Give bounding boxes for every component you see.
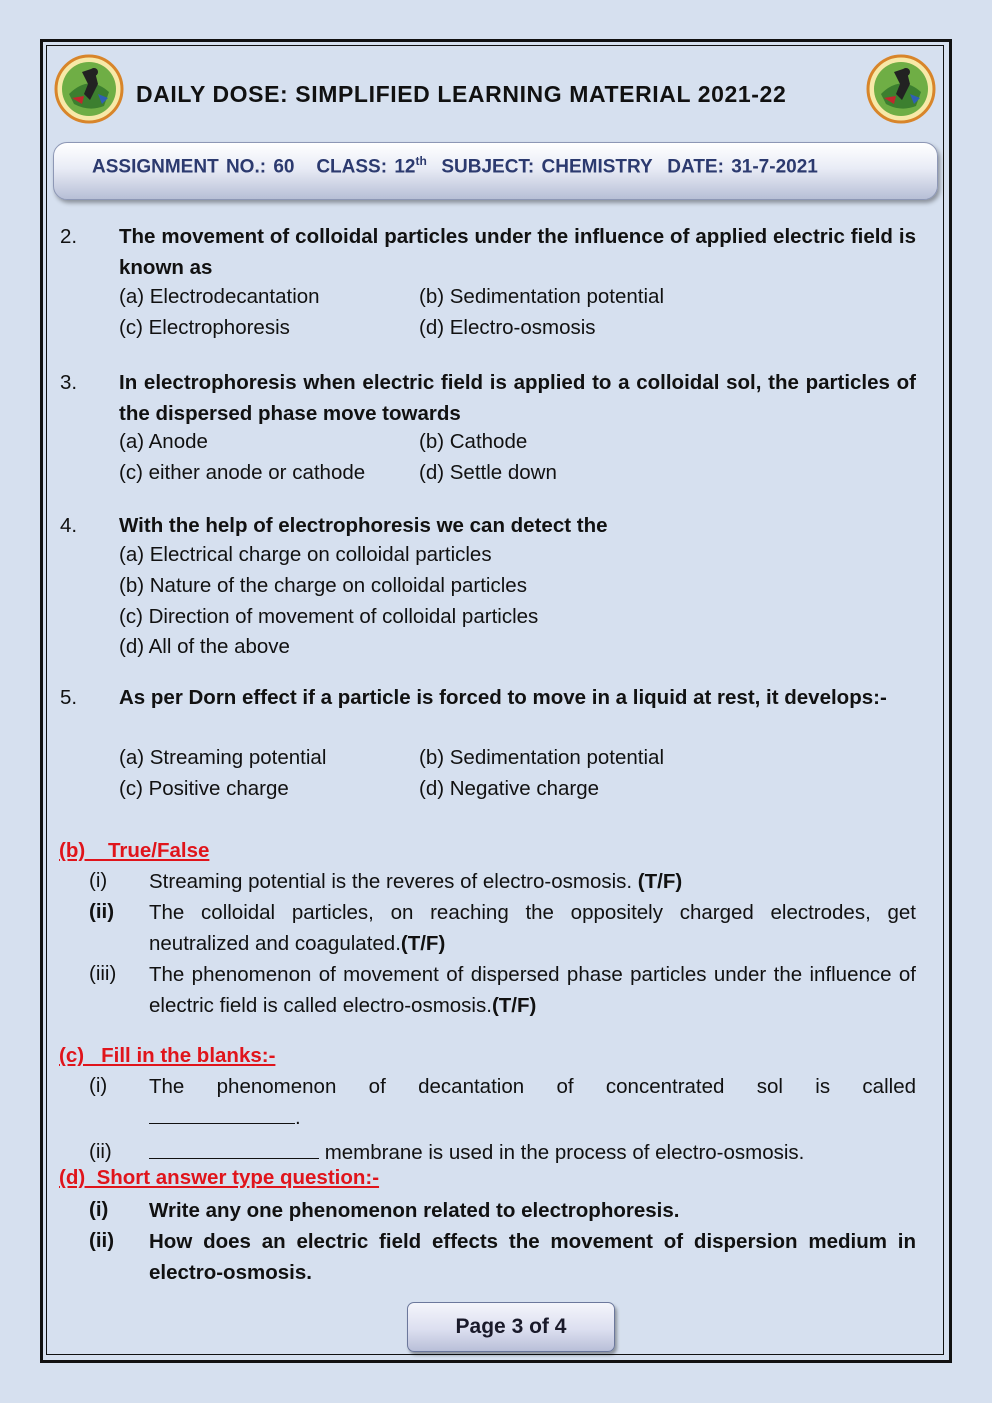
item-suffix: . xyxy=(295,1106,301,1129)
short-answer-item-2: How does an electric field effects the movement of dispersion medium in electro-osmosis. xyxy=(149,1230,916,1284)
assignment-number: ASSIGNMENT NO.: 60 xyxy=(92,156,295,178)
tf-tag: (T/F) xyxy=(637,870,683,893)
assignment-info xyxy=(92,154,818,178)
true-false-item-2 xyxy=(149,897,916,959)
item-number: (i) xyxy=(89,869,108,892)
school-logo-right xyxy=(866,54,936,124)
item-number: (ii) xyxy=(89,900,115,923)
option-d: (d) Negative charge xyxy=(419,777,600,800)
question-number: 4. xyxy=(60,514,78,537)
section-heading-true-false: (b) True/False xyxy=(59,839,210,862)
option-d: (d) Settle down xyxy=(419,461,557,484)
item-text: Streaming potential is the reveres of electro-osmosis. xyxy=(149,870,638,893)
item-number: (ii) xyxy=(89,1140,112,1163)
option-c: (c) Direction of movement of colloidal particles xyxy=(119,605,539,628)
item-number: (ii) xyxy=(89,1229,115,1252)
question-text: The movement of colloidal particles under the influence of applied electric field is known as xyxy=(119,225,916,279)
option-c: (c) Electrophoresis xyxy=(119,316,290,339)
question-text: As per Dorn effect if a particle is forced to move in a liquid at rest, it develops:- xyxy=(119,686,887,709)
item-text: The phenomenon of movement of dispersed phase particles under the influence of electric field is called electro-osmosis. xyxy=(149,963,916,1017)
question-text: With the help of electrophoresis we can detect the xyxy=(119,514,608,537)
fill-blank-item-1: The phenomenon of decantation of concentrated sol is called xyxy=(149,1075,916,1098)
blank-line xyxy=(149,1103,295,1124)
true-false-item-3 xyxy=(149,959,916,1021)
item-number: (i) xyxy=(89,1074,108,1097)
option-d: (d) All of the above xyxy=(119,635,290,658)
option-a: (a) Streaming potential xyxy=(119,746,327,769)
option-b: (b) Cathode xyxy=(419,430,528,453)
item-number: (i) xyxy=(89,1198,109,1221)
question-text: In electrophoresis when electric field is applied to a colloidal sol, the particles of the dispersed phase move towards xyxy=(119,371,916,425)
page-indicator: Page 3 of 4 xyxy=(407,1302,615,1352)
option-a: (a) Anode xyxy=(119,430,208,453)
tf-tag: (T/F) xyxy=(491,994,537,1017)
date-label: DATE: 31-7-2021 xyxy=(667,156,818,178)
option-b: (b) Nature of the charge on colloidal particles xyxy=(119,574,527,597)
item-number: (iii) xyxy=(89,962,117,985)
section-heading-fill-blanks: (c) Fill in the blanks:- xyxy=(59,1044,276,1067)
item-text: membrane is used in the process of electro-osmosis. xyxy=(319,1141,805,1164)
school-logo-left xyxy=(54,54,124,124)
blank-line xyxy=(149,1138,319,1159)
option-a: (a) Electrical charge on colloidal particles xyxy=(119,543,492,566)
page-title: DAILY DOSE: SIMPLIFIED LEARNING MATERIAL 2021-22 xyxy=(136,81,787,107)
fill-blank-item-2 xyxy=(149,1137,916,1168)
option-b: (b) Sedimentation potential xyxy=(419,285,665,308)
option-a: (a) Electrodecantation xyxy=(119,285,320,308)
short-answer-item-1: Write any one phenomenon related to electrophoresis. xyxy=(149,1199,680,1222)
class-label: CLASS: 12 xyxy=(316,156,416,178)
option-b: (b) Sedimentation potential xyxy=(419,746,665,769)
tf-tag: (T/F) xyxy=(400,932,446,955)
fill-blank-item-1-cont xyxy=(149,1102,301,1133)
section-heading-short-answer: (d) Short answer type question:- xyxy=(59,1166,380,1189)
class-superscript: th xyxy=(415,154,427,168)
subject-label: SUBJECT: CHEMISTRY xyxy=(441,156,653,178)
true-false-item-1 xyxy=(149,866,916,897)
option-c: (c) either anode or cathode xyxy=(119,461,366,484)
question-number: 3. xyxy=(60,371,78,394)
item-text: The colloidal particles, on reaching the oppositely charged electrodes, get neutralized and coagulated. xyxy=(149,901,916,955)
question-number: 2. xyxy=(60,225,78,248)
question-number: 5. xyxy=(60,686,78,709)
option-c: (c) Positive charge xyxy=(119,777,289,800)
option-d: (d) Electro-osmosis xyxy=(419,316,596,339)
